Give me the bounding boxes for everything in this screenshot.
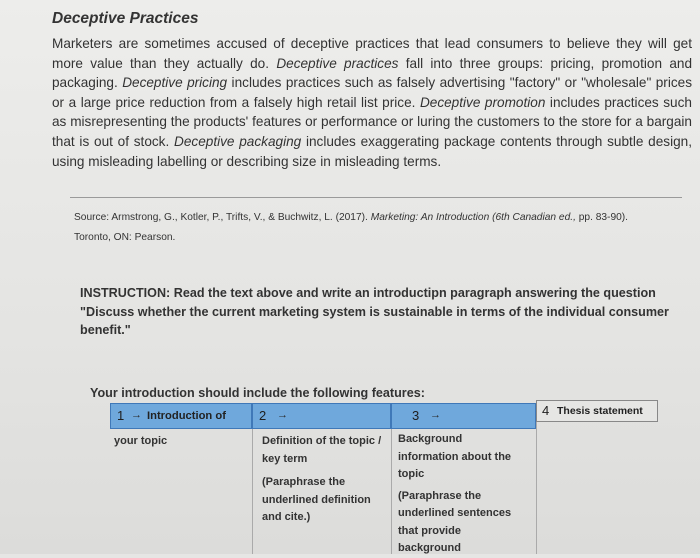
column-number: 2 [259,408,267,423]
citation-pages: pp. 83-90). [575,212,629,223]
column-number: 4 [542,403,550,418]
para-text: Marketers are sometimes accused of deceptive practices that lead consumers to believe they will get more value than they actually do. [52,36,692,71]
cell-line: your topic [114,435,168,447]
para-text: includes practices such as misrepresenting the products' features or performance or luring the customers to the store for a bargain that is out of stock. [52,94,692,149]
cell-line: key term [262,452,308,465]
cell-line: (Paraphrase the [398,489,482,502]
para-text: fall into three groups: pricing, promotion and packaging. [52,55,692,91]
cell-line: underlined definition [262,493,371,506]
features-table [110,403,658,554]
para-emphasis: Deceptive practices [276,55,399,71]
cell-line: that provide [398,524,461,537]
table-header-1 [110,403,252,429]
column-divider [536,403,537,554]
source-citation [74,208,674,248]
cell-line: background [398,542,461,554]
table-header-4 [536,400,658,422]
table-header-2 [252,403,391,429]
arrow-icon: → [131,409,142,421]
cell-line: (Paraphrase the [262,476,346,488]
citation-publisher: Toronto, ON: Pearson. [74,232,176,243]
column-number: 3 [412,408,420,423]
table-header-3 [391,403,536,429]
divider [70,197,682,198]
cell-col3 [398,431,511,558]
features-heading: Your introduction should include the following features: [90,386,425,400]
cell-line: information about the [398,450,512,463]
citation-authors: Source: Armstrong, G., Kotler, P., Trifts, V., & Buchwitz, L. (2017). [74,212,371,223]
cell-line: topic [398,468,425,480]
citation-book: Marketing: An Introduction (6th Canadian ed., [370,212,576,223]
instruction-block [80,284,670,340]
column-header-text: Thesis statement [557,405,643,417]
instruction-text: Read the text above and write an introductipn paragraph answering the question "Discuss whether the current marketing system is sustainable in terms of the individual consumer benefit." [80,286,669,337]
arrow-icon: → [277,409,288,421]
body-paragraph [52,34,692,171]
para-emphasis: Deceptive pricing [122,75,228,91]
cell-line: Background [398,433,463,445]
arrow-icon: → [430,409,441,421]
para-emphasis: Deceptive packaging [174,133,302,149]
cell-col2 [262,433,381,527]
para-text: includes exaggerating package contents through subtle design, using misleading labelling or describing size in misleading terms. [52,133,692,169]
para-text: includes practices such as falsely advertising "factory" or "wholesale" prices or a large price reduction from a falsely high retail list price. [52,75,692,110]
cell-line: and cite.) [262,511,311,523]
instruction-label: INSTRUCTION: [80,286,171,300]
cell-line: underlined sentences [398,507,512,519]
column-header-text: Introduction of [147,410,226,422]
column-number: 1 [117,408,125,423]
cell-line: Definition of the topic / [262,435,382,447]
section-title: Deceptive Practices [52,10,199,27]
cell-col1 [114,433,167,451]
para-emphasis: Deceptive promotion [419,94,546,110]
